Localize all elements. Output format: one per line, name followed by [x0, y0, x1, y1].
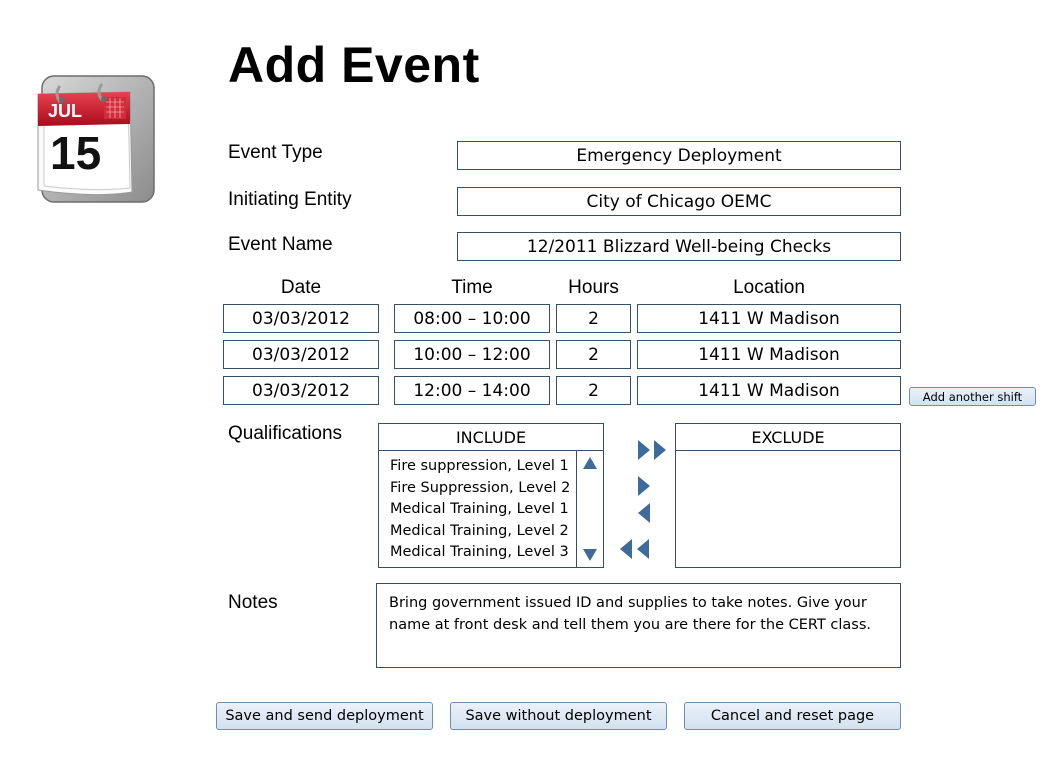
double-chevron-right-icon: [637, 440, 669, 460]
list-item[interactable]: Fire suppression, Level 1: [390, 458, 569, 474]
shift-date-field[interactable]: 03/03/2012: [223, 304, 379, 333]
move-all-right-button[interactable]: [637, 440, 669, 460]
event-name-label: Event Name: [228, 234, 333, 255]
scroll-up-icon[interactable]: [583, 457, 597, 469]
list-item[interactable]: Medical Training, Level 3: [390, 544, 569, 560]
exclude-list-header: EXCLUDE: [676, 424, 900, 451]
shift-hours-field[interactable]: 2: [556, 376, 631, 405]
save-without-deployment-button[interactable]: Save without deployment: [450, 702, 667, 730]
notes-label: Notes: [228, 592, 278, 613]
location-column-header: Location: [733, 277, 805, 298]
shift-date-field[interactable]: 03/03/2012: [223, 376, 379, 405]
list-item[interactable]: Medical Training, Level 2: [390, 523, 569, 539]
date-column-header: Date: [280, 277, 322, 298]
shift-location-field[interactable]: 1411 W Madison: [637, 304, 901, 333]
list-item[interactable]: Fire Suppression, Level 2: [390, 480, 571, 496]
time-column-header: Time: [451, 277, 493, 298]
add-shift-button[interactable]: Add another shift: [909, 387, 1036, 406]
calendar-icon: [34, 64, 158, 206]
include-list-scrollbar[interactable]: [576, 451, 603, 567]
event-name-field[interactable]: 12/2011 Blizzard Well-being Checks: [457, 232, 901, 261]
calendar-month-text: JUL: [48, 101, 83, 121]
page-title: Add Event: [228, 37, 480, 93]
calendar-day-text: 15: [50, 127, 102, 179]
hours-column-header: Hours: [568, 277, 619, 298]
list-item[interactable]: Medical Training, Level 1: [390, 501, 569, 517]
qualifications-label: Qualifications: [228, 423, 343, 444]
include-list-header: INCLUDE: [379, 424, 603, 451]
shift-hours-field[interactable]: 2: [556, 304, 631, 333]
move-left-button[interactable]: [637, 503, 651, 523]
shift-location-field[interactable]: 1411 W Madison: [637, 340, 901, 369]
initiating-entity-label: Initiating Entity: [228, 189, 352, 210]
scroll-down-icon[interactable]: [583, 549, 597, 561]
shift-time-field[interactable]: 12:00 – 14:00: [394, 376, 550, 405]
double-chevron-left-icon: [619, 539, 651, 559]
shift-time-field[interactable]: 08:00 – 10:00: [394, 304, 550, 333]
event-type-label: Event Type: [228, 142, 323, 163]
event-type-field[interactable]: Emergency Deployment: [457, 141, 901, 170]
save-and-send-button[interactable]: Save and send deployment: [216, 702, 433, 730]
chevron-right-icon: [637, 476, 651, 496]
shift-time-field[interactable]: 10:00 – 12:00: [394, 340, 550, 369]
initiating-entity-field[interactable]: City of Chicago OEMC: [457, 187, 901, 216]
exclude-list[interactable]: [675, 423, 901, 568]
move-right-button[interactable]: [637, 476, 651, 496]
cancel-reset-button[interactable]: Cancel and reset page: [684, 702, 901, 730]
shift-hours-field[interactable]: 2: [556, 340, 631, 369]
shift-date-field[interactable]: 03/03/2012: [223, 340, 379, 369]
chevron-left-icon: [637, 503, 651, 523]
include-list[interactable]: [378, 423, 604, 568]
shift-location-field[interactable]: 1411 W Madison: [637, 376, 901, 405]
notes-textarea[interactable]: Bring government issued ID and supplies to take notes. Give your name at front desk and tell them you are there for the CERT class.: [376, 583, 901, 668]
move-all-left-button[interactable]: [619, 539, 651, 559]
